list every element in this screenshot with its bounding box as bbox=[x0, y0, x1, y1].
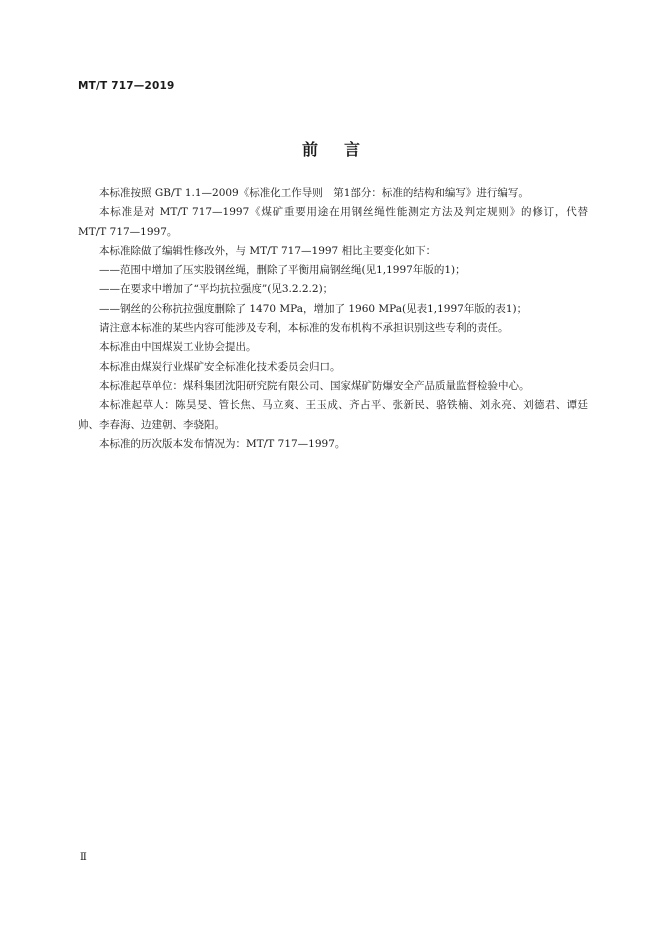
paragraph-patent-notice: 请注意本标准的某些内容可能涉及专利，本标准的发布机构不承担识别这些专利的责任。 bbox=[99, 322, 509, 335]
paragraph-changes-intro: 本标准除做了编辑性修改外，与 MT/T 717—1997 相比主要变化如下： bbox=[99, 244, 437, 257]
paragraph-version-history: 本标准的历次版本发布情况为：MT/T 717—1997。 bbox=[99, 437, 346, 450]
page-number: Ⅱ bbox=[80, 852, 87, 863]
paragraph-drafting-rules: 本标准按照 GB/T 1.1—2009《标准化工作导则 第1部分：标准的结构和编写》进行编写。 bbox=[99, 187, 529, 199]
change-item-scope: ——范围中增加了压实股钢丝绳，删除了平衡用扁钢丝绳(见1,1997年版的1)； bbox=[99, 264, 466, 277]
change-item-strength: ——在要求中增加了“平均抗拉强度”(见3.2.2.2)； bbox=[99, 283, 334, 296]
paragraph-drafting-units: 本标准起草单位：煤科集团沈阳研究院有限公司、国家煤矿防爆安全产品质量监督检验中心。 bbox=[99, 379, 530, 392]
foreword-title: 前言 bbox=[301, 140, 386, 159]
standard-code: MT/T 717—2019 bbox=[78, 80, 175, 92]
paragraph-drafters: 本标准起草人：陈昊旻、管长焦、马立爽、王玉成、齐占平、张新民、骆铁楠、刘永亮、刘德君、谭廷帅、李春海、边建朝、李骁阳。 bbox=[78, 399, 588, 431]
change-item-tensile: ——钢丝的公称抗拉强度删除了 1470 MPa，增加了 1960 MPa(见表1,1997年版的表1)； bbox=[99, 302, 528, 315]
foreword-body bbox=[78, 184, 588, 454]
paragraph-proposed-by: 本标准由中国煤炭工业协会提出。 bbox=[99, 341, 257, 354]
paragraph-revision: 本标准是对 MT/T 717—1997《煤矿重要用途在用钢丝绳性能测定方法及判定规则》的修订，代替 MT/T 717—1997。 bbox=[78, 206, 588, 238]
paragraph-administered-by: 本标准由煤炭行业煤矿安全标准化技术委员会归口。 bbox=[99, 360, 341, 373]
